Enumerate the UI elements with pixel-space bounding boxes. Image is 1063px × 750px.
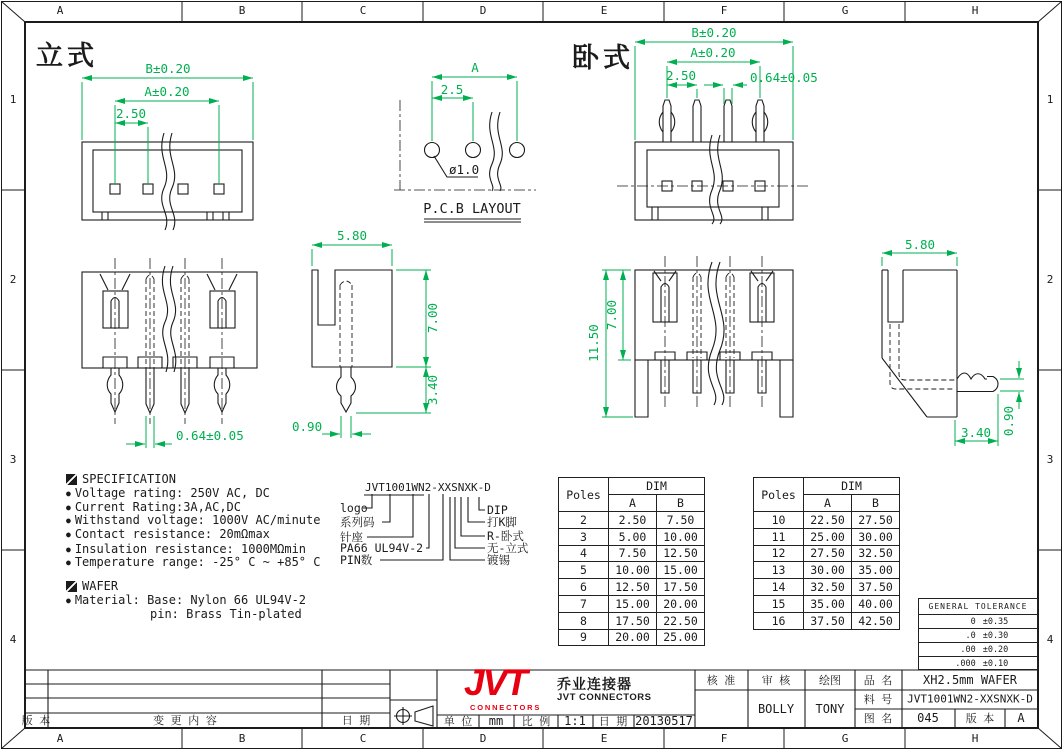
horizontal-front-view [617, 25, 818, 224]
dim-a: A±0.20 [690, 45, 736, 60]
bullet-icon: ● [66, 489, 71, 499]
zone-label: G [841, 4, 849, 17]
spec-item-text: Voltage rating: 250V AC, DC [74, 486, 270, 501]
dim-pin-w: 0.90 [292, 419, 323, 434]
table-row [754, 579, 900, 596]
part-number-diagram [340, 481, 529, 567]
zone-label: B [238, 4, 246, 17]
zone-label: E [600, 732, 608, 745]
table-cell: 35.00 [804, 595, 852, 612]
code-label-pincount: PIN数 [340, 553, 373, 567]
poles-header: Poles [754, 478, 804, 512]
dim-pitch: 2.50 [115, 106, 147, 121]
table-row [559, 545, 705, 562]
zone-label: H [971, 732, 979, 745]
dim-a: A±0.20 [144, 84, 190, 99]
zone-label: H [971, 4, 979, 17]
tol-digits: 0 [970, 616, 976, 627]
rev-date-label: 日 期 [341, 714, 371, 727]
tol-value: ±0.10 [982, 658, 1009, 669]
draw-label: 绘图 [819, 674, 841, 687]
material-line-2: pin: Brass Tin-plated [150, 606, 302, 621]
code-label-dip: DIP [487, 503, 508, 517]
table-cell: 16 [754, 612, 804, 629]
pins [659, 100, 768, 142]
table-cell: 20.00 [657, 595, 705, 612]
table-cell: 15 [754, 595, 804, 612]
table-cell: 37.50 [804, 612, 852, 629]
spec-item-text: Temperature range: -25° C ~ +85° C [74, 555, 321, 570]
table-row [559, 595, 705, 612]
dim-pin-len: 3.40 [425, 374, 440, 406]
dim-table-1 [558, 477, 705, 646]
bullet-icon: ● [66, 516, 71, 526]
code-label-r-horizontal: R-卧式 [487, 529, 524, 543]
code-label-material: PA66 UL94V-2 [340, 541, 424, 555]
poles-header: Poles [559, 478, 609, 512]
spec-item [66, 487, 351, 500]
zone-label: C [359, 732, 367, 745]
pcb-layout-view [394, 60, 536, 222]
dimension-lines [312, 245, 431, 438]
zone-label: B [238, 732, 246, 745]
dim-body-w: 5.80 [336, 228, 368, 243]
dim-pin-sq: 0.64±0.05 [750, 70, 818, 85]
table-cell: 7 [559, 595, 609, 612]
tolerance-row [919, 628, 1037, 642]
table-cell: 27.50 [804, 545, 852, 562]
zone-label: 4 [1046, 633, 1054, 646]
table-cell: 10.00 [609, 562, 657, 579]
table-cell: 2.50 [609, 512, 657, 529]
dim-body-h: 7.00 [604, 299, 619, 331]
version-label: 版 本 [965, 712, 995, 725]
dim-header: DIM [804, 478, 900, 495]
material-text: Material: Base: Nylon 66 UL94V-2 [74, 593, 307, 608]
zone-label: 1 [1046, 93, 1054, 106]
table-cell: 27.50 [852, 512, 900, 529]
table-cell: 25.00 [804, 528, 852, 545]
rev-content-label: 变 更 内 容 [153, 714, 217, 727]
table-cell: 10.00 [657, 528, 705, 545]
check-label: 审 核 [761, 674, 791, 687]
spec-item [66, 543, 351, 556]
table-cell: 11 [754, 528, 804, 545]
bullet-icon: ● [66, 545, 71, 555]
hatched-square-icon [66, 474, 77, 485]
table-cell: 35.00 [852, 562, 900, 579]
table-cell: 30.00 [804, 562, 852, 579]
jvt-logo-sub: CONNECTORS [470, 703, 542, 712]
tolerance-row [919, 642, 1037, 656]
spec-item [66, 514, 351, 527]
tolerance-title: GENERAL TOLERANCE [928, 602, 1028, 611]
dim-pin-sq: 0.64±0.05 [176, 428, 244, 443]
dim-total-h: 11.50 [586, 324, 601, 362]
pcb-layout-label: P.C.B LAYOUT [423, 201, 521, 217]
date-value: 20130517 [635, 714, 693, 728]
tol-value: ±0.30 [982, 630, 1009, 641]
zone-label: D [479, 732, 487, 745]
table-row [754, 512, 900, 529]
table-row [559, 478, 705, 495]
table-cell: 17.50 [609, 612, 657, 629]
table-row [754, 545, 900, 562]
col-a-header: A [804, 495, 852, 512]
wafer-title: WAFER [82, 578, 119, 593]
side-pin [957, 373, 998, 392]
table-cell: 25.00 [657, 629, 705, 646]
dim-b: B±0.20 [691, 25, 737, 40]
product-label: 品 名 [863, 674, 893, 687]
dim-pcb-pitch: 2.5 [440, 82, 464, 97]
horizontal-section-view [586, 256, 793, 417]
zone-label: A [56, 4, 64, 17]
company-name-en: JVT CONNECTORS [557, 692, 652, 703]
product-value: XH2.5mm WAFER [923, 673, 1017, 687]
drawingname-value: 045 [917, 711, 939, 725]
table-cell: 32.50 [852, 545, 900, 562]
horizontal-side-view [882, 237, 1024, 446]
hatched-square-icon [66, 581, 77, 592]
zone-label: E [600, 4, 608, 17]
dim-header: DIM [609, 478, 705, 495]
bullet-icon: ● [66, 596, 71, 606]
vertical-view-title: 立式 [36, 41, 98, 72]
tol-digits: .000 [955, 658, 976, 669]
zone-label: C [359, 4, 367, 17]
table-row [754, 562, 900, 579]
unit-value: mm [488, 714, 504, 728]
table-cell: 12.50 [609, 579, 657, 596]
approve-label: 核 准 [706, 674, 736, 687]
zone-label: 1 [9, 93, 17, 106]
rev-version-label: 版 本 [21, 714, 51, 727]
table-cell: 32.50 [804, 579, 852, 596]
partnumber-value: JVT1001WN2-XXSNXK-D [907, 692, 1033, 706]
table-cell: 2 [559, 512, 609, 529]
table-row [754, 528, 900, 545]
zone-label: D [479, 4, 487, 17]
code-label-logo: logo [340, 501, 368, 515]
dim-body-h: 7.00 [425, 302, 440, 334]
check-value: BOLLY [757, 702, 795, 716]
tolerance-row [919, 614, 1037, 628]
horizontal-view-title: 卧式 [572, 43, 634, 74]
spec-item-text: Withstand voltage: 1000V AC/minute [74, 513, 321, 528]
table-cell: 42.50 [852, 612, 900, 629]
material-line [66, 594, 351, 607]
spec-item [66, 528, 351, 541]
col-b-header: B [852, 495, 900, 512]
table-cell: 30.00 [852, 528, 900, 545]
table-row [754, 595, 900, 612]
zone-label: 4 [9, 633, 17, 646]
table-cell: 9 [559, 629, 609, 646]
table-cell: 12 [754, 545, 804, 562]
zone-label: F [720, 4, 728, 17]
company-name-cn: 乔业连接器 [557, 677, 632, 693]
bullet-icon: ● [66, 529, 71, 539]
spec-item-text: Contact resistance: 20mΩmax [74, 526, 270, 541]
part-code: JVT1001WN2-XXSNXK-D [365, 481, 491, 494]
bottom-pins [103, 357, 234, 413]
table-cell: 40.00 [852, 595, 900, 612]
table-row [559, 562, 705, 579]
dim-hole: ø1.0 [449, 162, 480, 177]
table-cell: 20.00 [609, 629, 657, 646]
dim-b: B±0.20 [145, 61, 191, 76]
table-cell: 7.50 [609, 545, 657, 562]
tol-value: ±0.20 [982, 644, 1009, 655]
table-row [559, 528, 705, 545]
zone-label: A [56, 732, 64, 745]
projection-symbol [394, 706, 433, 726]
table-cell: 17.50 [657, 579, 705, 596]
table-row [559, 512, 705, 529]
table-cell: 22.50 [657, 612, 705, 629]
zone-label: 2 [1046, 273, 1054, 286]
bullet-icon: ● [66, 558, 71, 568]
code-label-series: 系列码 [340, 515, 375, 529]
dimension-lines [126, 416, 172, 448]
table-row [559, 579, 705, 596]
table-cell: 15.00 [657, 562, 705, 579]
table-cell: 15.00 [609, 595, 657, 612]
dim-pcb-a: A [471, 60, 479, 75]
table-cell: 8 [559, 612, 609, 629]
code-label-none-vertical: 无-立式 [487, 541, 529, 555]
tol-value: ±0.35 [982, 616, 1009, 627]
table-cell: 6 [559, 579, 609, 596]
bullet-icon: ● [66, 502, 71, 512]
spec-item [66, 556, 351, 569]
vertical-side-view [292, 228, 440, 438]
tol-digits: .0 [965, 630, 976, 641]
specification-block [66, 472, 351, 621]
table-cell: 4 [559, 545, 609, 562]
table-cell: 14 [754, 579, 804, 596]
vertical-section-view [82, 258, 257, 448]
table-cell: 3 [559, 528, 609, 545]
table-cell: 22.50 [804, 512, 852, 529]
dim-pitch: 2.50 [665, 68, 697, 83]
tolerance-row [919, 656, 1037, 670]
dim-pin-w: 0.90 [1001, 405, 1016, 437]
table-cell: 13 [754, 562, 804, 579]
table-cell: 12.50 [657, 545, 705, 562]
zone-ticks [2, 2, 1062, 749]
spec-item-text: Insulation resistance: 1000MΩmin [74, 542, 307, 557]
zone-label: F [720, 732, 728, 745]
tol-digits: .00 [960, 644, 976, 655]
wafer-title-row [66, 580, 351, 593]
code-label-kleg: 打K脚 [487, 515, 517, 529]
spec-title-row [66, 473, 351, 486]
spec-item [66, 501, 351, 514]
vertical-front-view [82, 61, 253, 230]
dimension-lines [602, 270, 633, 417]
col-a-header: A [609, 495, 657, 512]
table-cell: 37.50 [852, 579, 900, 596]
drawingname-label: 图 名 [863, 712, 893, 725]
table-row [559, 629, 705, 646]
unit-label: 单 位 [443, 715, 473, 728]
table-row [754, 478, 900, 495]
jvt-logo: JVT [464, 662, 526, 703]
table-cell: 7.50 [657, 512, 705, 529]
spec-title: SPECIFICATION [82, 472, 176, 486]
table-cell: 5.00 [609, 528, 657, 545]
scale-value: 1:1 [564, 714, 586, 728]
dim-table-2 [753, 477, 900, 630]
table-cell: 10 [754, 512, 804, 529]
partnumber-label: 料 号 [863, 693, 893, 706]
sheet-frame [2, 2, 1062, 749]
table-cell: 5 [559, 562, 609, 579]
scale-label: 比 例 [521, 715, 551, 728]
code-label-tinplated: 镀锡 [487, 553, 510, 567]
zone-label: 3 [9, 453, 17, 466]
table-row [754, 612, 900, 629]
zone-label: 3 [1046, 453, 1054, 466]
zone-label: G [841, 732, 849, 745]
spec-item-text: Current Rating:3A,AC,DC [74, 499, 241, 514]
zone-label: 2 [9, 273, 17, 286]
draw-value: TONY [815, 702, 845, 716]
dim-pin-len: 3.40 [960, 425, 992, 440]
version-value: A [1017, 711, 1025, 725]
code-label-header: 针座 [340, 530, 363, 544]
col-b-header: B [657, 495, 705, 512]
dim-body-w: 5.80 [904, 237, 936, 252]
table-row [559, 612, 705, 629]
tolerance-table [918, 598, 1038, 670]
date-label: 日 期 [598, 715, 628, 728]
